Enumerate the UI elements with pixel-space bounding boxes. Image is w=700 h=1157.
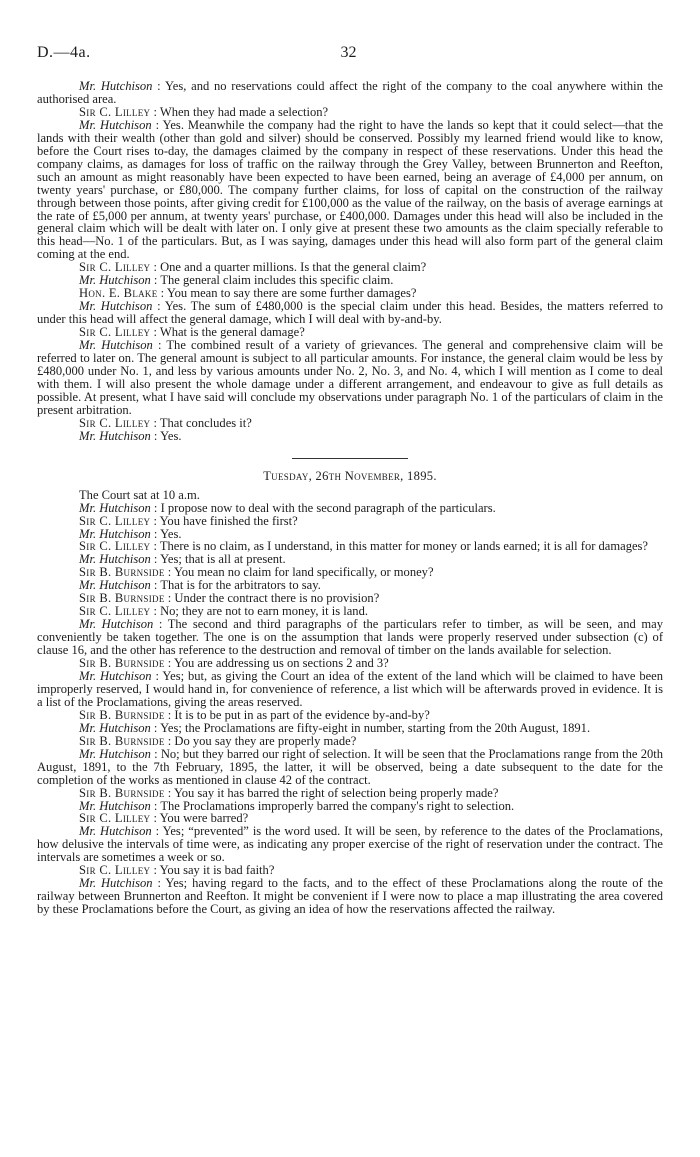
transcript-paragraph — [37, 119, 663, 261]
paragraph-text: Do you say they are properly made? — [174, 733, 357, 748]
speaker-separator: : — [164, 733, 175, 748]
paragraph-text: You have finished the first? — [159, 513, 298, 528]
speaker-separator: : — [150, 539, 160, 554]
paragraph-text: You say it is bad faith? — [159, 863, 275, 878]
paragraph-text: Under the contract there is no provision? — [174, 591, 380, 606]
speaker-name: Mr. Hutchison — [79, 117, 152, 132]
speaker-name: Sir C. Lilley — [79, 415, 151, 430]
transcript-paragraph — [37, 877, 663, 916]
speaker-name: Mr. Hutchison — [79, 798, 151, 813]
speaker-separator: : — [150, 325, 160, 340]
paragraph-text: Yes; having regard to the facts, and to the effect of these Proclamations along the route of the railway between Brunnerton and Reefton. It might be convenient if I were now to place a map illustrating the area covered by these Proclamations before the Court, as giving an idea of how the reservations affected the railway. — [37, 876, 663, 917]
transcript-paragraph — [37, 339, 663, 417]
speaker-separator: : — [150, 746, 161, 761]
transcript-paragraph — [37, 80, 663, 106]
paragraph-text: Yes. — [160, 428, 182, 443]
speaker-separator: : — [150, 863, 160, 878]
speaker-name: Mr. Hutchison — [79, 668, 152, 683]
speaker-name: Mr. Hutchison — [79, 824, 152, 839]
speaker-separator: : — [150, 526, 161, 541]
paragraph-text: Yes; that is all at present. — [160, 552, 286, 567]
paragraph-text: When they had made a selection? — [159, 104, 329, 119]
speaker-separator: : — [150, 500, 161, 515]
speaker-name: Sir B. Burnside — [79, 565, 165, 580]
transcript-paragraph — [37, 748, 663, 787]
speaker-name: Mr. Hutchison — [79, 876, 153, 891]
transcript-paragraph — [37, 670, 663, 709]
document-body — [37, 80, 663, 916]
speaker-name: Sir C. Lilley — [79, 513, 151, 528]
paragraph-text: Yes, and no reservations could affect the right of the company to the coal anywhere within the authorised area. — [37, 79, 663, 106]
paragraph-text: What is the general damage? — [159, 325, 305, 340]
speaker-separator: : — [164, 591, 175, 606]
speaker-name: Mr. Hutchison — [79, 578, 151, 593]
speaker-name: Sir B. Burnside — [79, 591, 165, 606]
speaker-name: Sir C. Lilley — [79, 811, 151, 826]
speaker-name: Mr. Hutchison — [79, 500, 151, 515]
paragraph-text: You are addressing us on sections 2 and 3? — [173, 656, 389, 671]
speaker-separator: : — [150, 720, 161, 735]
paragraph-text: You were barred? — [159, 811, 249, 826]
speaker-name: Mr. Hutchison — [79, 617, 154, 632]
speaker-separator: : — [152, 79, 165, 93]
paragraph-text: It is to be put in as part of the evidence by-and-by? — [174, 707, 430, 722]
speaker-separator: : — [164, 785, 174, 800]
speaker-separator: : — [152, 299, 165, 314]
paragraph-text: Yes. Meanwhile the company had the right to have the lands so kept that it could select—that the lands with their wealth (other than gold and silver) should be conserved. Possibly my learned friend would like to know, before the Court rises to-day, the damages claimed by the company in respect of these reservations. Under this head the company claims, as damages for loss of traffic on the railway through the Grey Valley, between Brunnerton and Reefton, such an amount as might reasonably have been expected to have been earned, being an average of £4,000 per annum, on twenty years' purchase, or £80,000. The company further claims, for loss of capital on the construction of the railway through between those points, after giving credit for £100,000 as the value of the railway, on the basis of average earnings at the rate of £5,000 per annum, at twenty years' purchase, or £400,000. Damages under this head will also be included in the general claim which will be dealt with later on. I only give at present these two amounts as the claim specially referable to this head—No. 1 of the particulars. But, as I was saying, damages under this head will also form part of the general claim coming at the end. — [37, 117, 664, 262]
date-heading-text: Tuesday, 26th November, 1895. — [263, 468, 437, 483]
speaker-separator: : — [164, 707, 175, 722]
speaker-separator: : — [150, 104, 160, 119]
speaker-separator: : — [150, 604, 161, 619]
speaker-separator: : — [153, 617, 168, 632]
speaker-separator: : — [150, 260, 161, 275]
section-divider — [292, 458, 408, 459]
paragraph-text: No; but they barred our right of selection. It will be seen that the Proclamations range from the 20th August, 1891, to the 7th February, 1895, the latter, it will be observed, being a date subsequent to the date for the completion of the works as mentioned in clause 42 of the contract. — [37, 746, 664, 787]
speaker-name: Mr. Hutchison — [79, 720, 151, 735]
speaker-name: Sir C. Lilley — [79, 325, 151, 340]
speaker-separator: : — [164, 565, 174, 580]
paragraph-text: One and a quarter millions. Is that the general claim? — [160, 260, 427, 275]
transcript-paragraph — [37, 825, 663, 864]
speaker-name: Sir C. Lilley — [79, 863, 151, 878]
speaker-separator: : — [150, 428, 161, 443]
speaker-name: Mr. Hutchison — [79, 273, 151, 288]
speaker-separator: : — [150, 273, 161, 288]
speaker-separator: : — [150, 798, 161, 813]
page-header — [37, 44, 660, 66]
proceedings-continued — [37, 80, 663, 443]
speaker-separator: : — [152, 876, 166, 891]
paragraph-text: You mean no claim for land specifically, or money? — [173, 565, 434, 580]
speaker-name: Mr. Hutchison — [79, 338, 153, 353]
paragraph-text: The second and third paragraphs of the particulars refer to timber, as will be seen, and may conveniently be taken together. The one is on the assumption that lands were properly reserved under subsection (c) of clause 16, and the other has reference to the destruction and removal of timber on the lands available for selection. — [37, 617, 663, 658]
speaker-name: Mr. Hutchison — [79, 79, 153, 93]
paragraph-text: Yes. — [160, 526, 182, 541]
speaker-name: Sir C. Lilley — [79, 104, 151, 119]
paragraph-text: You say it has barred the right of selection being properly made? — [173, 785, 499, 800]
paragraph-text: Yes; “prevented” is the word used. It will be seen, by reference to the dates of the Proclamations, how delusive the intervals of time were, as indicating any proper exercise of the right of reservation under the contract. The intervals are sometimes a week or so. — [37, 824, 664, 865]
date-heading — [37, 470, 663, 483]
paragraph-text: The combined result of a variety of grievances. The general and comprehensive claim will be referred to later on. The general amount is subject to all particular amounts. For instance, the general claim would be less by £480,000 under No. 1, and less by various amounts under No. 2, No. 3, and No. 4, which I will mention as I come to deal with them. I will also present the whole damage under a different arrangement, and endeavour to give as full details as possible. At present, what I have said will conclude my observations under paragraph No. 1 of the particulars of claim in the present arbitration. — [37, 338, 663, 417]
speaker-separator: : — [151, 824, 163, 839]
speaker-separator: : — [157, 286, 167, 301]
paragraph-text: No; they are not to earn money, it is land. — [160, 604, 368, 619]
transcript-paragraph — [37, 618, 663, 657]
speaker-separator: : — [151, 117, 163, 132]
speaker-separator: : — [150, 578, 161, 593]
paragraph-text: I propose now to deal with the second paragraph of the particulars. — [160, 500, 496, 515]
speaker-name: Sir C. Lilley — [79, 604, 151, 619]
paragraph-text: Yes; the Proclamations are fifty-eight in number, starting from the 20th August, 1891. — [160, 720, 591, 735]
paragraph-text: That concludes it? — [159, 415, 252, 430]
paragraph-text: There is no claim, as I understand, in this matter for money or lands earned; it is all for damages? — [159, 539, 648, 554]
paragraph-text: You mean to say there are some further damages? — [166, 286, 417, 301]
speaker-separator: : — [150, 513, 160, 528]
speaker-name: Mr. Hutchison — [79, 526, 151, 541]
document-reference: D.—4a. — [37, 44, 91, 61]
speaker-separator: : — [150, 552, 161, 567]
transcript-paragraph — [37, 300, 663, 326]
speaker-separator: : — [151, 668, 163, 683]
paragraph-text: That is for the arbitrators to say. — [160, 578, 321, 593]
paragraph-text: Yes. The sum of £480,000 is the special claim under this head. Besides, the matters referred to under this head will affect the general damage, which I will deal with by-and-by. — [37, 299, 664, 327]
speaker-name: Mr. Hutchison — [79, 746, 151, 761]
speaker-name: Mr. Hutchison — [79, 299, 153, 314]
speaker-name: Hon. E. Blake — [79, 286, 158, 301]
speaker-name: Sir B. Burnside — [79, 707, 165, 722]
speaker-name: Sir C. Lilley — [79, 539, 151, 554]
proceedings-tuesday — [37, 489, 663, 916]
paragraph-text: The general claim includes this specific claim. — [160, 273, 394, 288]
paragraph-text: The Court sat at 10 a.m. — [79, 487, 200, 502]
transcript-paragraph — [37, 430, 663, 443]
speaker-separator: : — [164, 656, 174, 671]
speaker-separator: : — [150, 415, 160, 430]
speaker-name: Sir C. Lilley — [79, 260, 151, 275]
speaker-name: Sir B. Burnside — [79, 785, 165, 800]
speaker-name: Mr. Hutchison — [79, 552, 151, 567]
paragraph-text: The Proclamations improperly barred the company's right to selection. — [160, 798, 515, 813]
paragraph-text: Yes; but, as giving the Court an idea of the extent of the land which will be claimed to have been improperly reserved, I would hand in, for convenience of reference, a list which will be afterwards proved in evidence. It is a list of the Proclamations, giving the areas reserved. — [37, 668, 664, 709]
speaker-separator: : — [152, 338, 167, 353]
page-number: 32 — [340, 44, 357, 61]
speaker-separator: : — [150, 811, 160, 826]
speaker-name: Sir B. Burnside — [79, 656, 165, 671]
speaker-name: Mr. Hutchison — [79, 428, 151, 443]
speaker-name: Sir B. Burnside — [79, 733, 165, 748]
